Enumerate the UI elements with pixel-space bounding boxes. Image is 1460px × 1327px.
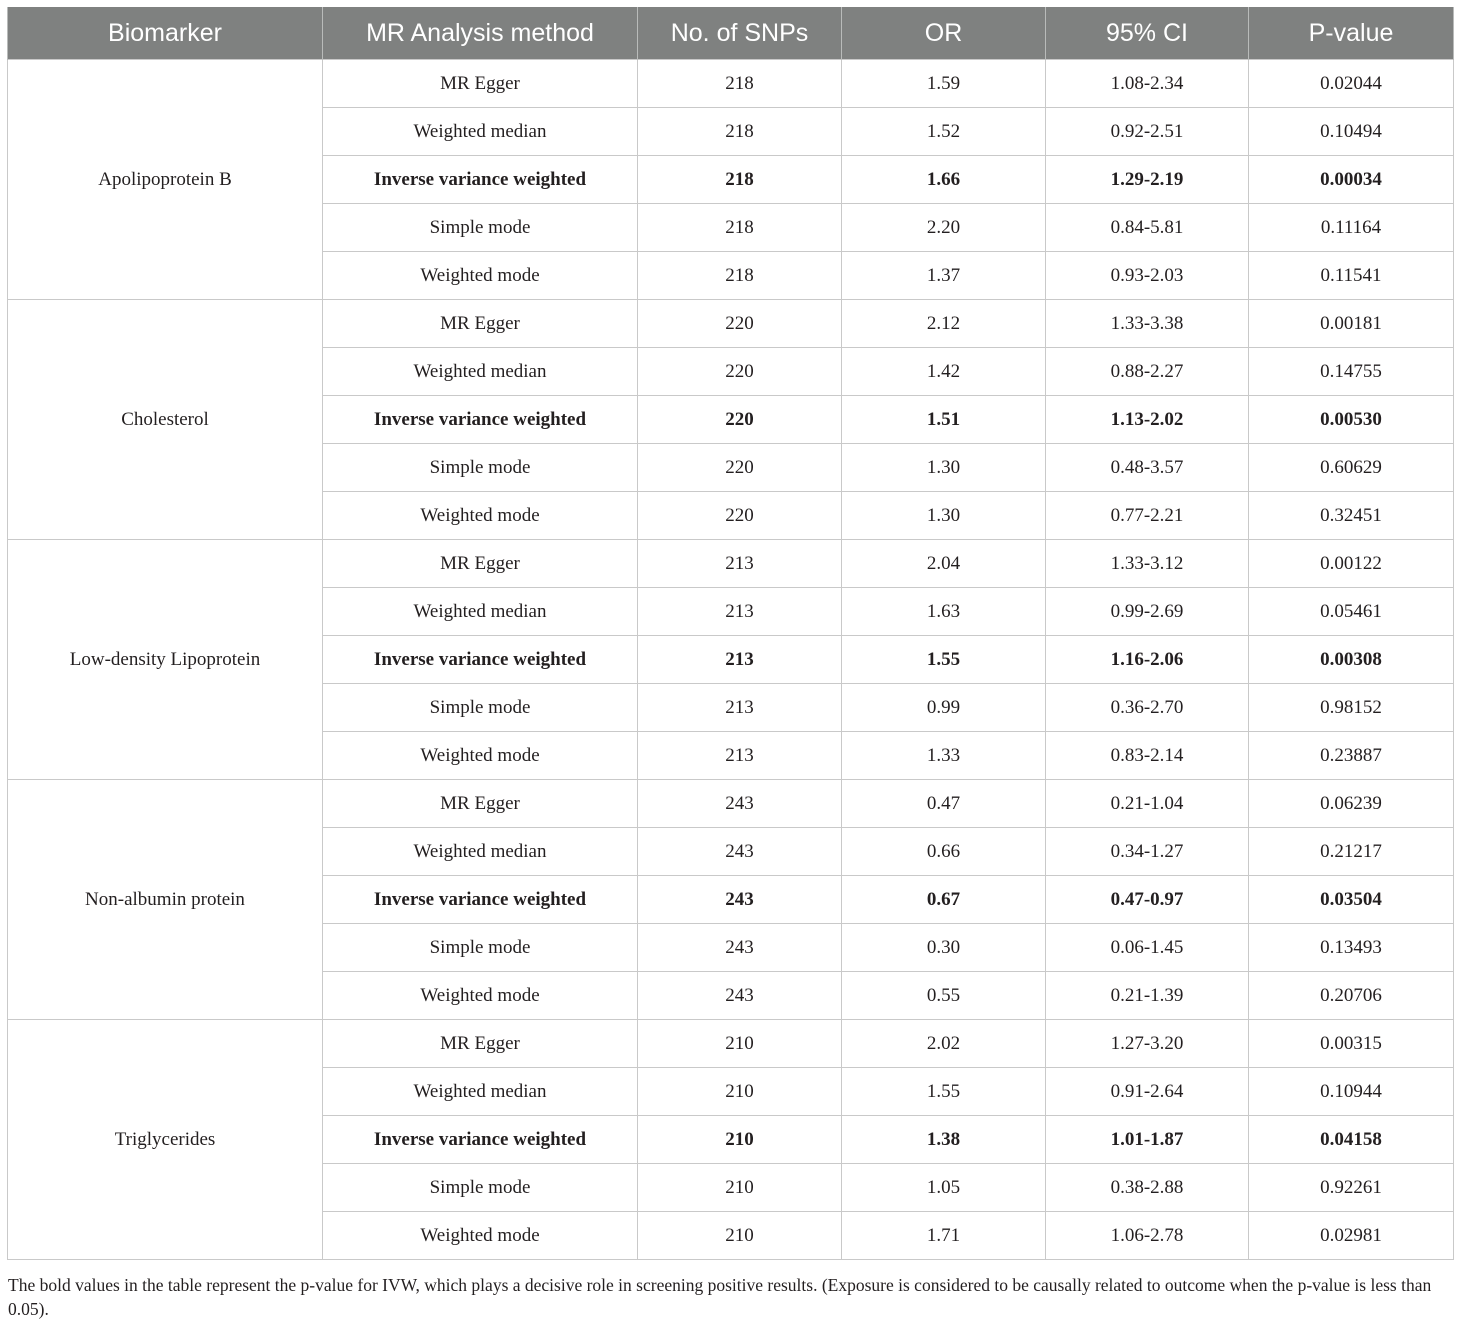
- snps-cell: 243: [638, 972, 842, 1020]
- header-ci: 95% CI: [1046, 7, 1249, 60]
- method-cell: Weighted mode: [323, 732, 638, 780]
- method-cell: Simple mode: [323, 1164, 638, 1212]
- or-cell: 0.99: [842, 684, 1046, 732]
- table-row: [8, 300, 1454, 348]
- method-cell: Weighted median: [323, 1068, 638, 1116]
- p-value-cell: 0.10944: [1249, 1068, 1454, 1116]
- biomarker-cell: Non-albumin protein: [8, 780, 323, 1020]
- p-value-cell: 0.04158: [1249, 1116, 1454, 1164]
- snps-cell: 243: [638, 924, 842, 972]
- snps-cell: 218: [638, 252, 842, 300]
- or-cell: 1.51: [842, 396, 1046, 444]
- ci-cell: 0.84-5.81: [1046, 204, 1249, 252]
- or-cell: 1.52: [842, 108, 1046, 156]
- or-cell: 2.04: [842, 540, 1046, 588]
- ci-cell: 1.33-3.38: [1046, 300, 1249, 348]
- method-cell: Weighted median: [323, 828, 638, 876]
- or-cell: 2.02: [842, 1020, 1046, 1068]
- ci-cell: 0.21-1.39: [1046, 972, 1249, 1020]
- method-cell: Weighted median: [323, 348, 638, 396]
- method-cell: Simple mode: [323, 684, 638, 732]
- p-value-cell: 0.05461: [1249, 588, 1454, 636]
- snps-cell: 213: [638, 588, 842, 636]
- snps-cell: 213: [638, 540, 842, 588]
- ci-cell: 1.16-2.06: [1046, 636, 1249, 684]
- or-cell: 1.55: [842, 636, 1046, 684]
- snps-cell: 220: [638, 300, 842, 348]
- snps-cell: 210: [638, 1212, 842, 1260]
- or-cell: 1.30: [842, 444, 1046, 492]
- p-value-cell: 0.00122: [1249, 540, 1454, 588]
- biomarker-cell: Cholesterol: [8, 300, 323, 540]
- method-cell: MR Egger: [323, 1020, 638, 1068]
- snps-cell: 243: [638, 876, 842, 924]
- ci-cell: 0.34-1.27: [1046, 828, 1249, 876]
- table-row: [8, 780, 1454, 828]
- table-footnote: The bold values in the table represent the p-value for IVW, which plays a decisive role in screening positive results. (Exposure is considered to be causally related to outcome when the p-value is less than 0.05).: [8, 1275, 1432, 1319]
- p-value-cell: 0.10494: [1249, 108, 1454, 156]
- snps-cell: 220: [638, 396, 842, 444]
- method-cell: Inverse variance weighted: [323, 396, 638, 444]
- table-body: [8, 60, 1454, 1260]
- biomarker-cell: Low-density Lipoprotein: [8, 540, 323, 780]
- header-method: MR Analysis method: [323, 7, 638, 60]
- or-cell: 2.12: [842, 300, 1046, 348]
- method-cell: Weighted mode: [323, 972, 638, 1020]
- snps-cell: 220: [638, 492, 842, 540]
- snps-cell: 243: [638, 828, 842, 876]
- method-cell: Simple mode: [323, 924, 638, 972]
- method-cell: Simple mode: [323, 204, 638, 252]
- ci-cell: 0.91-2.64: [1046, 1068, 1249, 1116]
- mr-results-table: [7, 7, 1454, 1260]
- snps-cell: 213: [638, 732, 842, 780]
- method-cell: MR Egger: [323, 300, 638, 348]
- ci-cell: 0.06-1.45: [1046, 924, 1249, 972]
- snps-cell: 210: [638, 1068, 842, 1116]
- snps-cell: 213: [638, 636, 842, 684]
- snps-cell: 220: [638, 348, 842, 396]
- snps-cell: 213: [638, 684, 842, 732]
- p-value-cell: 0.14755: [1249, 348, 1454, 396]
- or-cell: 1.55: [842, 1068, 1046, 1116]
- header-p-value: P-value: [1249, 7, 1454, 60]
- header-biomarker: Biomarker: [8, 7, 323, 60]
- snps-cell: 218: [638, 204, 842, 252]
- table-row: [8, 60, 1454, 108]
- p-value-cell: 0.02044: [1249, 60, 1454, 108]
- snps-cell: 210: [638, 1116, 842, 1164]
- method-cell: Simple mode: [323, 444, 638, 492]
- snps-cell: 218: [638, 108, 842, 156]
- p-value-cell: 0.06239: [1249, 780, 1454, 828]
- table-header-row: [8, 7, 1454, 60]
- ci-cell: 1.13-2.02: [1046, 396, 1249, 444]
- p-value-cell: 0.23887: [1249, 732, 1454, 780]
- ci-cell: 0.38-2.88: [1046, 1164, 1249, 1212]
- p-value-cell: 0.00181: [1249, 300, 1454, 348]
- p-value-cell: 0.21217: [1249, 828, 1454, 876]
- ci-cell: 1.08-2.34: [1046, 60, 1249, 108]
- snps-cell: 243: [638, 780, 842, 828]
- or-cell: 0.67: [842, 876, 1046, 924]
- p-value-cell: 0.32451: [1249, 492, 1454, 540]
- method-cell: Weighted median: [323, 588, 638, 636]
- or-cell: 1.38: [842, 1116, 1046, 1164]
- table-row: [8, 540, 1454, 588]
- ci-cell: 1.27-3.20: [1046, 1020, 1249, 1068]
- snps-cell: 210: [638, 1020, 842, 1068]
- ci-cell: 0.92-2.51: [1046, 108, 1249, 156]
- ci-cell: 1.29-2.19: [1046, 156, 1249, 204]
- p-value-cell: 0.13493: [1249, 924, 1454, 972]
- method-cell: Weighted mode: [323, 1212, 638, 1260]
- or-cell: 1.59: [842, 60, 1046, 108]
- p-value-cell: 0.60629: [1249, 444, 1454, 492]
- ci-cell: 0.83-2.14: [1046, 732, 1249, 780]
- or-cell: 1.30: [842, 492, 1046, 540]
- ci-cell: 0.77-2.21: [1046, 492, 1249, 540]
- p-value-cell: 0.11164: [1249, 204, 1454, 252]
- p-value-cell: 0.92261: [1249, 1164, 1454, 1212]
- method-cell: Weighted mode: [323, 492, 638, 540]
- table-row: [8, 1020, 1454, 1068]
- snps-cell: 218: [638, 156, 842, 204]
- or-cell: 0.47: [842, 780, 1046, 828]
- snps-cell: 218: [638, 60, 842, 108]
- method-cell: Weighted mode: [323, 252, 638, 300]
- p-value-cell: 0.00530: [1249, 396, 1454, 444]
- p-value-cell: 0.00308: [1249, 636, 1454, 684]
- method-cell: MR Egger: [323, 60, 638, 108]
- snps-cell: 220: [638, 444, 842, 492]
- method-cell: Inverse variance weighted: [323, 1116, 638, 1164]
- ci-cell: 1.01-1.87: [1046, 1116, 1249, 1164]
- or-cell: 1.42: [842, 348, 1046, 396]
- p-value-cell: 0.00034: [1249, 156, 1454, 204]
- p-value-cell: 0.11541: [1249, 252, 1454, 300]
- ci-cell: 0.47-0.97: [1046, 876, 1249, 924]
- biomarker-cell: Apolipoprotein B: [8, 60, 323, 300]
- p-value-cell: 0.03504: [1249, 876, 1454, 924]
- or-cell: 2.20: [842, 204, 1046, 252]
- ci-cell: 1.33-3.12: [1046, 540, 1249, 588]
- snps-cell: 210: [638, 1164, 842, 1212]
- or-cell: 1.37: [842, 252, 1046, 300]
- ci-cell: 1.06-2.78: [1046, 1212, 1249, 1260]
- ci-cell: 0.48-3.57: [1046, 444, 1249, 492]
- ci-cell: 0.88-2.27: [1046, 348, 1249, 396]
- ci-cell: 0.21-1.04: [1046, 780, 1249, 828]
- biomarker-cell: Triglycerides: [8, 1020, 323, 1260]
- header-or: OR: [842, 7, 1046, 60]
- or-cell: 0.30: [842, 924, 1046, 972]
- p-value-cell: 0.20706: [1249, 972, 1454, 1020]
- header-snps: No. of SNPs: [638, 7, 842, 60]
- or-cell: 1.63: [842, 588, 1046, 636]
- or-cell: 1.71: [842, 1212, 1046, 1260]
- or-cell: 1.33: [842, 732, 1046, 780]
- method-cell: MR Egger: [323, 780, 638, 828]
- p-value-cell: 0.02981: [1249, 1212, 1454, 1260]
- method-cell: Inverse variance weighted: [323, 636, 638, 684]
- results-table-container: [7, 7, 1453, 1260]
- ci-cell: 0.36-2.70: [1046, 684, 1249, 732]
- ci-cell: 0.93-2.03: [1046, 252, 1249, 300]
- method-cell: Inverse variance weighted: [323, 876, 638, 924]
- or-cell: 1.66: [842, 156, 1046, 204]
- or-cell: 0.66: [842, 828, 1046, 876]
- method-cell: Inverse variance weighted: [323, 156, 638, 204]
- method-cell: Weighted median: [323, 108, 638, 156]
- ci-cell: 0.99-2.69: [1046, 588, 1249, 636]
- method-cell: MR Egger: [323, 540, 638, 588]
- or-cell: 0.55: [842, 972, 1046, 1020]
- p-value-cell: 0.00315: [1249, 1020, 1454, 1068]
- p-value-cell: 0.98152: [1249, 684, 1454, 732]
- or-cell: 1.05: [842, 1164, 1046, 1212]
